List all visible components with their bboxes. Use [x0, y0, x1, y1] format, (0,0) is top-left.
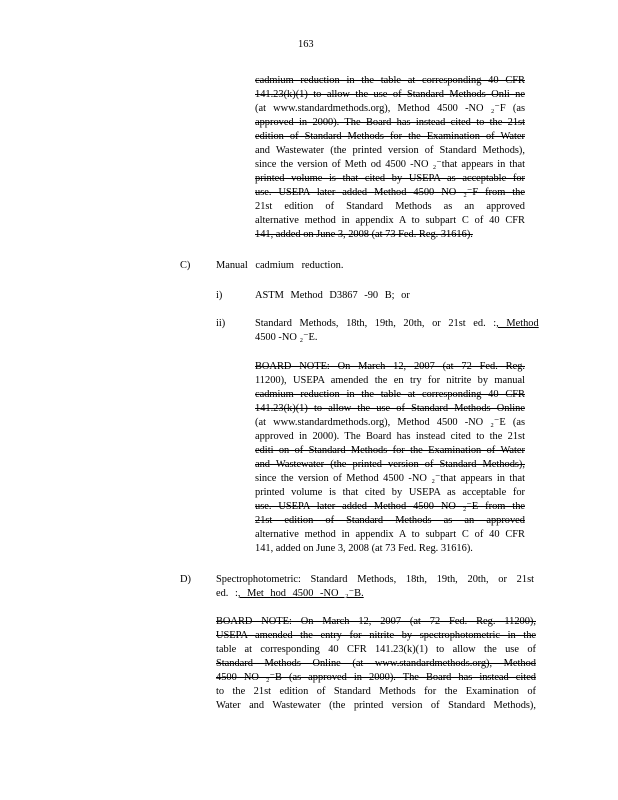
note-line: (at www.standardmethods.org), Method 4500 -NO ₂⁻F (as	[255, 103, 525, 114]
note-line: and Wastewater (the printed version of Standard Methods),	[255, 459, 525, 470]
note-line: printed volume is that cited by USEPA as acceptable for	[255, 173, 525, 184]
item-d-line2	[216, 587, 364, 601]
note-line: printed volume is that cited by USEPA as acceptable for	[255, 487, 525, 498]
item-c-ii-line1-b: , Method	[496, 318, 539, 329]
note-line: 141.23(k)(1) to allow the use of Standard Methods Online	[255, 403, 525, 414]
item-d-marker: D)	[180, 574, 191, 585]
note-line: 141, added on June 3, 2008 (at 73 Fed. Reg. 31616).	[255, 543, 473, 554]
note-line: 21st edition of Standard Methods as an approved	[255, 515, 525, 526]
note-line: Water and Wastewater (the printed version of Standard Methods),	[216, 700, 536, 711]
note-line: use. USEPA later added Method 4500 NO ₂⁻F from the	[255, 187, 525, 198]
item-c-ii-line1	[255, 317, 539, 331]
item-d-line2-b: , Met hod 4500 -NO ₂⁻B.	[237, 588, 364, 599]
note-line: approved in 2000). The Board has instead cited to the 21st	[255, 117, 525, 128]
item-d-line1: Spectrophotometric: Standard Methods, 18th, 19th, 20th, or 21st	[216, 574, 534, 585]
item-d-line2-a: ed. :	[216, 588, 238, 599]
item-c-marker: C)	[180, 260, 191, 271]
note-line: alternative method in appendix A to subpart C of 40 CFR	[255, 529, 525, 540]
note-line: cadmium reduction in the table at corresponding 40 CFR	[255, 75, 525, 86]
note-line: USEPA amended the entry for nitrite by spectrophotometric in the	[216, 630, 536, 641]
note-line: since the version of Method 4500 -NO ₂⁻that appears in that	[255, 473, 525, 484]
note-line: (at www.standardmethods.org), Method 4500 -NO ₂⁻E (as	[255, 417, 525, 428]
note-line: use. USEPA later added Method 4500 NO ₂⁻E from the	[255, 501, 525, 512]
item-c-ii-line1-a: Standard Methods, 18th, 19th, 20th, or 21st ed. :	[255, 318, 497, 329]
note-line: cadmium reduction in the table at corresponding 40 CFR	[255, 389, 525, 400]
note-line: BOARD NOTE: On March 12, 2007 (at 72 Fed. Reg. 11200),	[216, 616, 536, 627]
note-line: 141, added on June 3, 2008 (at 73 Fed. Reg. 31616).	[255, 229, 473, 240]
note-line: Standard Methods Online (at www.standardmethods.org), Method	[216, 658, 536, 669]
note-line: BOARD NOTE: On March 12, 2007 (at 72 Fed. Reg.	[255, 361, 525, 372]
note-line: alternative method in appendix A to subpart C of 40 CFR	[255, 215, 525, 226]
note-line: editi on of Standard Methods for the Examination of Water	[255, 445, 525, 456]
page-number: 163	[298, 39, 314, 50]
item-c-ii-marker: ii)	[216, 318, 226, 329]
note-line: edition of Standard Methods for the Examination of Water	[255, 131, 525, 142]
note-line: 21st edition of Standard Methods as an approved	[255, 201, 525, 212]
note-line: 11200), USEPA amended the en try for nitrite by manual	[255, 375, 525, 386]
note-line: approved in 2000). The Board has instead cited to the 21st	[255, 431, 525, 442]
note-line: since the version of Meth od 4500 -NO ₂⁻that appears in that	[255, 159, 525, 170]
note-line: table at corresponding 40 CFR 141.23(k)(1) to allow the use of	[216, 644, 536, 655]
item-c-ii-line2: 4500 -NO ₂⁻E.	[255, 332, 318, 343]
item-c-label: Manual cadmium reduction.	[216, 260, 344, 271]
note-line: 141.23(k)(1) to allow the use of Standard Methods Onli ne	[255, 89, 525, 100]
note-line: to the 21st edition of Standard Methods for the Examination of	[216, 686, 536, 697]
item-c-i-marker: i)	[216, 290, 223, 301]
note-line: and Wastewater (the printed version of Standard Methods),	[255, 145, 525, 156]
item-c-i-text: ASTM Method D3867 -90 B; or	[255, 290, 410, 301]
note-line: 4500 NO ₂⁻B (as approved in 2000). The Board has instead cited	[216, 672, 536, 683]
